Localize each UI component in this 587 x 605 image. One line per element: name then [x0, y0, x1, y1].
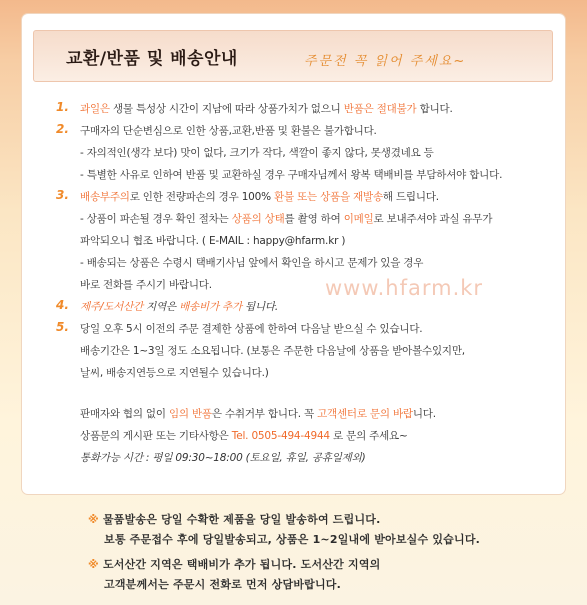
item-text: 생물 특성상 시간이 지남에 따라 상품가치가 없으니 [109, 103, 344, 115]
notice-item-3-line2 [80, 211, 492, 226]
item-text: 로 인한 전량파손의 경우 100% [129, 191, 275, 203]
product-state-text: 상품의 상태 [231, 213, 285, 225]
notice-extra-line1 [80, 406, 436, 421]
email-text: 이메일 [343, 213, 374, 225]
call-hours: 통화가능 시간 : 평일 09:30~18:00 (토요일, 휴일, 공휴일제외) [80, 452, 366, 464]
item-number: 2. [56, 122, 69, 136]
notice-item-1 [80, 101, 453, 116]
notice-item-3-line1 [80, 189, 439, 204]
notice-item-3-line5: 바로 전화를 주시기 바랍니다. [80, 279, 212, 291]
delivery-care-text: 배송부주의 [80, 191, 130, 203]
page-title: 교환/반품 및 배송안내 [66, 49, 238, 69]
notice-extra-line2 [80, 428, 408, 443]
item-text: - 상품이 파손될 경우 확인 절차는 [80, 213, 232, 225]
item-number: 1. [56, 100, 69, 114]
notice-item-5-line2: 배송기간은 1~3일 정도 소요됩니다. (보통은 주문한 다음날에 상품을 받아볼수있지만, [80, 345, 465, 357]
notice-item-4 [80, 299, 278, 314]
item-text: 상품문의 게시판 또는 기타사항은 [80, 430, 232, 442]
notice-item-3-line3: 파악되오니 협조 바랍니다. ( E-MAIL : happy@hfarm.kr ) [80, 235, 346, 247]
extra-fee-text: 배송비가 추가 [179, 301, 242, 313]
footer-line2: 보통 주문접수 후에 당일발송되고, 상품은 1~2일내에 받아보실수 있습니다. [104, 533, 481, 546]
footer-text: 물품발송은 당일 수확한 제품을 당일 발송하여 드립니다. [102, 513, 381, 526]
no-return-text: 반품은 절대불가 [343, 103, 417, 115]
customer-center-text: 고객센터로 문의 바랍 [317, 408, 413, 420]
notice-card [22, 14, 565, 494]
reference-mark-icon: ※ [88, 513, 99, 526]
page-subtitle: 주문전 꼭 읽어 주세요~ [304, 54, 467, 69]
item-text: 판매자와 협의 없이 [80, 408, 169, 420]
item-text: 됩니다. [241, 301, 279, 313]
notice-item-2-line1: 구매자의 단순변심으로 인한 상품,교환,반품 및 환불은 불가합니다. [80, 125, 377, 137]
item-number: 5. [56, 320, 69, 334]
item-text: 를 촬영 하여 [284, 213, 344, 225]
item-number: 3. [56, 188, 69, 202]
notice-item-2-line3: - 특별한 사유로 인하여 반품 및 교환하실 경우 구매자님께서 왕복 택배비를 부담하셔야 합니다. [80, 169, 503, 181]
item-text: 은 수취거부 합니다. 꼭 [211, 408, 318, 420]
item-text: 니다. [412, 408, 436, 420]
jeju-text: 제주/도서산간 [80, 301, 143, 313]
footer-line4: 고객분께서는 주문시 전화로 먼저 상담바랍니다. [104, 578, 342, 591]
item-text: 해 드립니다. [382, 191, 439, 203]
footer-line1 [88, 511, 381, 527]
phone-text: Tel. 0505-494-4944 [231, 430, 330, 442]
notice-item-5-line1: 당일 오후 5시 이전의 주문 결제한 상품에 한하여 다음날 받으실 수 있습니다. [80, 323, 423, 335]
notice-item-5-line3: 날씨, 배송지연등으로 지연될수 있습니다.) [80, 367, 269, 379]
item-number: 4. [56, 298, 69, 312]
item-text: 지역은 [143, 301, 180, 313]
arbitrary-return-text: 임의 반품 [168, 408, 212, 420]
item-text: 로 보내주셔야 과실 유무가 [373, 213, 493, 225]
footer-line3 [88, 556, 381, 572]
item-text: 로 문의 주세요~ [329, 430, 408, 442]
footer-text: 도서산간 지역은 택배비가 추가 됩니다. 도서산간 지역의 [102, 558, 381, 571]
reference-mark-icon: ※ [88, 558, 99, 571]
notice-item-2-line2: - 자의적인(생각 보다) 맛이 없다, 크기가 작다, 색깔이 좋지 않다, 못생겼네요 등 [80, 147, 434, 159]
item-text: 합니다. [416, 103, 453, 115]
fruit-text: 과일은 [80, 103, 110, 115]
refund-text: 환불 또는 상품을 재발송 [274, 191, 383, 203]
notice-item-3-line4: - 배송되는 상품은 수령시 택배기사님 앞에서 확인을 하시고 문제가 있을 경우 [80, 257, 424, 269]
site-watermark: www.hfarm.kr [325, 276, 484, 300]
